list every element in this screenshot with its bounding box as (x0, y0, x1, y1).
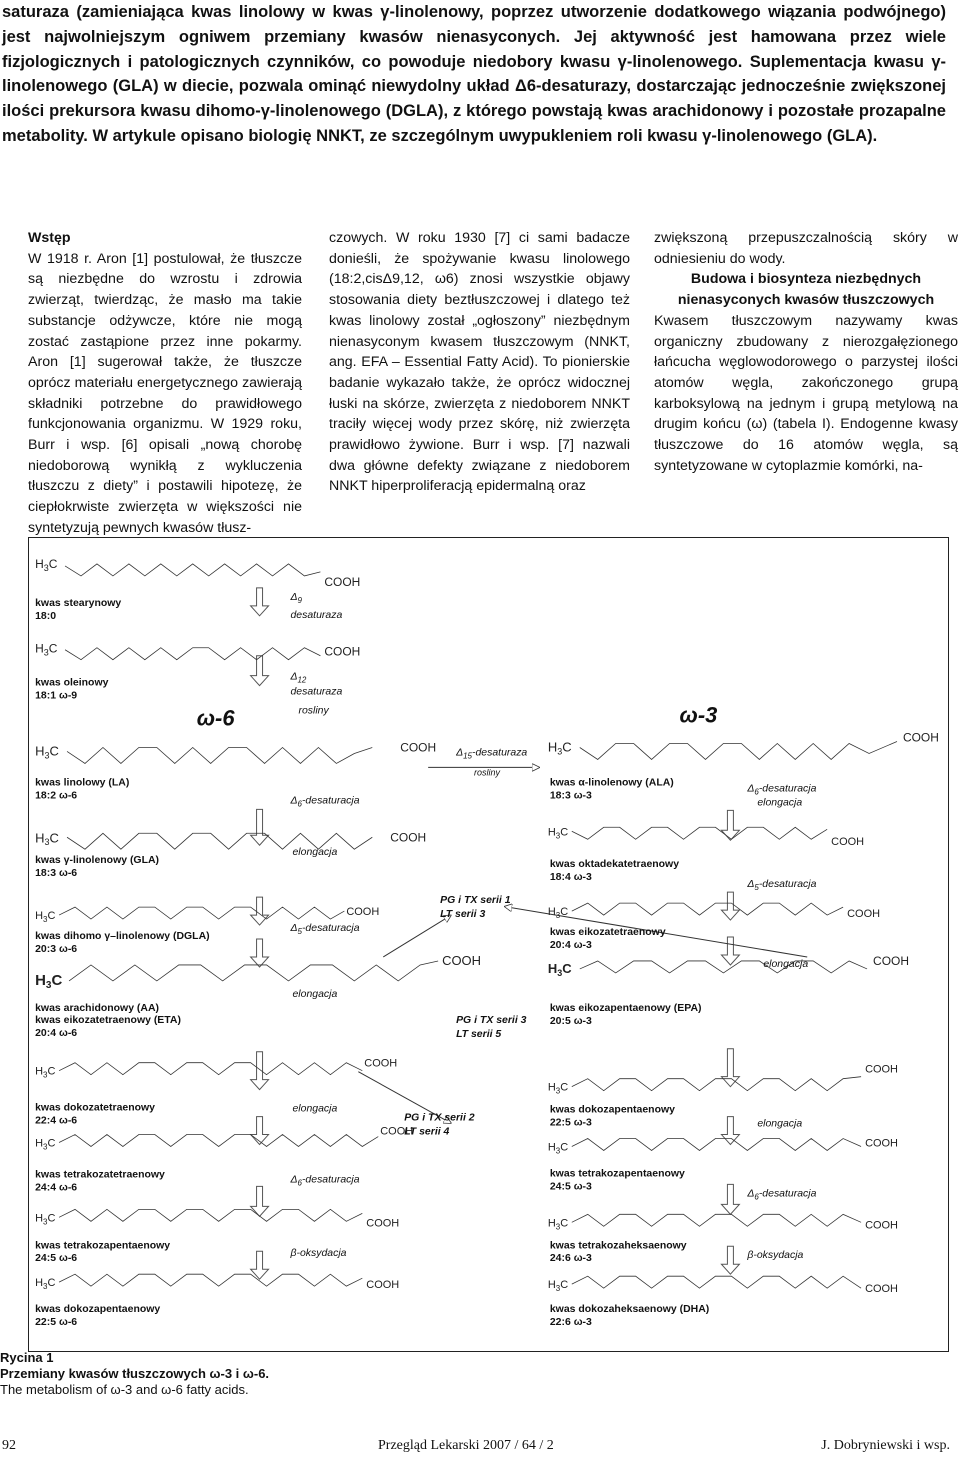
pg-labels (404, 895, 526, 1137)
svg-text:20:4 ω-3: 20:4 ω-3 (549, 939, 592, 951)
svg-text:elongacja: elongacja (292, 988, 338, 1000)
svg-text:H3C: $H_3C$ (547, 739, 572, 757)
svg-text:20:4 ω-6: 20:4 ω-6 (35, 1027, 78, 1039)
svg-text:H3C: $H_3C$ (547, 1217, 569, 1232)
svg-text:COOH: COOH (865, 1137, 898, 1150)
caption-label: Rycina 1 (0, 1350, 54, 1365)
svg-text:18:0: 18:0 (35, 610, 57, 622)
column-2-text: czowych. W roku 1930 [7] ci sami badacze donieśli, że spożywanie kwasu linolowego (18:2,cisΔ9,12, ω6) znosi wszystkie objawy stosowania diety beztłuszczowej i dlatego też kwas linolowy został „ogłoszony” niezbędnym nienasyconym kwasem tłuszczowym (NNKT, ang. EFA – Essential Fatty Acid). To pionierskie badanie wykazało także, że oprócz widocznej łuski na skórze, zwierzęta z niedoborem NNKT traciły więcej wody przez skórę, niż zwierzęta prawidłowo żywione. Burr i wsp. [7] nazwali dwa główne defekty związane z niedoborem NNKT hiperproliferacją epidermalną oraz (329, 230, 630, 495)
svg-text:rosliny: rosliny (474, 767, 500, 778)
svg-text:24:5 ω-3: 24:5 ω-3 (549, 1181, 592, 1193)
svg-text:22:4 ω-6: 22:4 ω-6 (35, 1115, 78, 1127)
svg-text:Δ6-desaturacja: $\Delta_6$-desaturacja (747, 1188, 817, 1202)
column-2 (329, 228, 630, 497)
svg-text:18:1 ω-9: 18:1 ω-9 (35, 690, 78, 702)
svg-text:22:5 ω-6: 22:5 ω-6 (35, 1317, 78, 1329)
column-1 (28, 228, 302, 539)
svg-text:COOH: COOH (902, 730, 939, 745)
svg-text:H3C: $H_3C$ (547, 1141, 569, 1156)
figure-caption (0, 1350, 269, 1398)
svg-text:24:6 ω-3: 24:6 ω-3 (549, 1253, 592, 1265)
column-1-text: W 1918 r. Aron [1] postulował, że tłuszcze są niezbędne do wzrostu i zdrowia zwierząt, twierdząc, że masło ma takie substancje odżywcze, które nie mogą zostać zastąpione przez inne pokarmy. Aron [1] sugerował także, że tłuszcze oprócz materiału energetycznego zawierają składniki potrzebne do prawidłowego funkcjonowania organizmu. W 1929 roku, Burr i wsp. [6] opisali „nową chorobę niedoborową wynikłą z wykluczenia tłuszczu z diety” i postawili hipotezę, że ciepłokrwiste zwierzęta w większości nie syntetyzują pewnych kwasów tłusz- (28, 250, 302, 536)
svg-text:24:4 ω-6: 24:4 ω-6 (35, 1182, 78, 1194)
svg-text:22:5 ω-3: 22:5 ω-3 (549, 1117, 592, 1129)
svg-text:18:3 ω-3: 18:3 ω-3 (549, 790, 592, 802)
svg-text:H3C: $H_3C$ (35, 1277, 56, 1292)
svg-text:kwas dokozapentaenowy: kwas dokozapentaenowy (35, 1304, 161, 1316)
svg-text:kwas stearynowy: kwas stearynowy (35, 597, 122, 609)
svg-text:PG i TX serii 2: PG i TX serii 2 (404, 1112, 475, 1124)
svg-text:COOH: COOH (873, 953, 909, 968)
svg-text:PG i TX serii 1: PG i TX serii 1 (440, 895, 511, 907)
svg-text:H3C: $H_3C$ (547, 1081, 569, 1096)
pg-arrow-1 (383, 917, 448, 957)
svg-text:COOH: COOH (847, 908, 881, 921)
svg-text:COOH: COOH (390, 830, 427, 845)
svg-text:elongacja: elongacja (757, 1118, 803, 1130)
svg-text:kwas oktadekatetraenowy: kwas oktadekatetraenowy (549, 859, 680, 871)
column-3-text: Kwasem tłuszczowym nazywamy kwas organiczny zbudowany z nierozgałęzionego łańcucha węglowodorowego o parzystej ilości atomów węgla, zakończonego grupą karboksylową na jednym i grupą metylową na drugim końcu (ω) (tabela I). Endogenne kwasy tłuszczowe do 16 atomów węgla, są syntetyzowane w cytoplazmie komórki, na- (654, 312, 958, 474)
svg-text:H3C: $H_3C$ (35, 910, 56, 925)
svg-text:Δ12: $\Delta_{12}$ (290, 671, 307, 685)
left-labels (35, 598, 210, 1328)
svg-text:kwas tetrakozatetraenowy: kwas tetrakozatetraenowy (35, 1169, 165, 1181)
svg-text:COOH: COOH (366, 1279, 400, 1292)
svg-text:kwas eikozatetraenowy: kwas eikozatetraenowy (549, 927, 666, 939)
svg-text:COOH: COOH (346, 906, 380, 919)
svg-text:18:3 ω-6: 18:3 ω-6 (35, 868, 78, 880)
svg-text:COOH: COOH (324, 574, 361, 589)
svg-text:COOH: COOH (364, 1057, 398, 1070)
svg-text:kwas tetrakozapentaenowy: kwas tetrakozapentaenowy (35, 1240, 171, 1252)
abstract-text: saturaza (zamieniająca kwas linolowy w kwas γ-linolenowy, poprzez utworzenie dodatkowego wiązania podwójnego) jest najwolniejszym ogniwem przemiany kwasów nienasyconych. Jej aktywność jest hamowana przez wiele fizjologicznych i patologicznych czynników, co powoduje niedobory kwasu γ-linolenowego. Suplementacja kwasu γ-linolenowego (GLA) w diecie, pozwala ominąć niewydolny układ Δ6-desaturazy, dostarczając jednocześnie zwiększonej ilości prekursora kwasu dihomo-γ-linolenowego (DGLA), z którego powstają kwas arachidonowy i pozostałe prozapalne metabolity. W artykule opisano biologię NNKT, ze szczególnym uwypukleniem roli kwasu γ-linolenowego (GLA). (2, 3, 946, 145)
svg-text:COOH: COOH (831, 836, 865, 849)
section-heading-intro: Wstęp (28, 230, 71, 246)
column-3 (654, 228, 958, 476)
svg-text:kwas tetrakozapentaenowy: kwas tetrakozapentaenowy (549, 1168, 685, 1180)
svg-text:COOH: COOH (366, 1217, 400, 1230)
svg-text:LT serii 5: LT serii 5 (456, 1028, 502, 1040)
svg-text:elongacja: elongacja (757, 797, 803, 809)
omega6-label: ω-6 (196, 705, 235, 731)
svg-text:COOH: COOH (400, 740, 437, 755)
svg-text:Δ5-desaturacja: $\Delta_5$-desaturacja (290, 923, 360, 937)
svg-text:Δ5-desaturacja: $\Delta_5$-desaturacja (747, 879, 817, 893)
svg-text:COOH: COOH (324, 644, 361, 659)
svg-text:H3C: $H_3C$ (547, 906, 569, 921)
svg-text:COOH: COOH (865, 1219, 898, 1232)
svg-text:20:5 ω-3: 20:5 ω-3 (549, 1015, 592, 1027)
svg-text:kwas α-linolenowy (ALA): kwas α-linolenowy (ALA) (549, 777, 674, 789)
svg-text:elongacja: elongacja (292, 1103, 338, 1115)
svg-text:kwas eikozatetraenowy (ETA): kwas eikozatetraenowy (ETA) (35, 1014, 181, 1026)
caption-title: Przemiany kwasów tłuszczowych ω-3 i ω-6. (0, 1366, 270, 1381)
svg-text:H3C: $H_3C$ (35, 1212, 56, 1227)
svg-text:18:2 ω-6: 18:2 ω-6 (35, 790, 78, 802)
svg-text:kwas arachidonowy (AA): kwas arachidonowy (AA) (35, 1002, 160, 1014)
svg-text:H3C: $H_3C$ (35, 556, 58, 573)
omega3-label: ω-3 (679, 702, 718, 728)
svg-text:LT serii 4: LT serii 4 (404, 1126, 450, 1138)
svg-text:kwas dokozapentaenowy: kwas dokozapentaenowy (549, 1104, 675, 1116)
svg-text:24:5 ω-6: 24:5 ω-6 (35, 1253, 78, 1265)
svg-text:kwas dokozaheksaenowy (DHA): kwas dokozaheksaenowy (DHA) (549, 1304, 710, 1316)
svg-text:H3C: $H_3C$ (35, 1065, 56, 1080)
svg-text:Δ6-desaturacja: $\Delta_6$-desaturacja (290, 795, 360, 809)
svg-text:LT serii 3: LT serii 3 (440, 909, 486, 921)
svg-text:elongacja: elongacja (292, 847, 338, 859)
svg-text:kwas linolowy (LA): kwas linolowy (LA) (35, 777, 130, 789)
svg-text:kwas dihomo γ–linolenowy (DGLA: kwas dihomo γ–linolenowy (DGLA) (35, 931, 210, 943)
page-number: 92 (2, 1438, 16, 1453)
svg-text:COOH: COOH (865, 1063, 898, 1076)
author-name: J. Dobryniewski i wsp. (821, 1438, 950, 1453)
svg-text:kwas oleinowy: kwas oleinowy (35, 677, 109, 689)
svg-text:β-oksydacja: β-oksydacja (290, 1248, 347, 1260)
left-enzymes (289, 592, 527, 1259)
svg-text:H3C: $H_3C$ (35, 830, 59, 848)
svg-text:H3C: $H_3C$ (547, 1279, 569, 1294)
svg-text:Δ6-desaturacja: $\Delta_6$-desaturacja (290, 1174, 360, 1188)
svg-text:H3C: $H_3C$ (35, 1137, 56, 1152)
column-3-text-top: zwiększoną przepuszczalnością skóry w odniesieniu do wody. (654, 230, 958, 267)
svg-text:18:4 ω-3: 18:4 ω-3 (549, 872, 592, 884)
journal-name: Przegląd Lekarski 2007 / 64 / 2 (378, 1438, 554, 1453)
section-heading-budowa: Budowa i biosynteza niezbędnych nienasyconych kwasów tłuszczowych (677, 271, 935, 309)
svg-text:COOH: COOH (380, 1125, 414, 1138)
svg-text:rosliny: rosliny (298, 705, 329, 717)
fatty-acid-pathway-diagram (29, 538, 948, 1351)
svg-text:Δ9: $\Delta_9$ (290, 591, 302, 605)
svg-text:kwas tetrakozaheksaenowy: kwas tetrakozaheksaenowy (549, 1240, 687, 1252)
svg-text:kwas γ-linolenowy (GLA): kwas γ-linolenowy (GLA) (35, 855, 160, 867)
caption-english: The metabolism of ω-3 and ω-6 fatty acids. (0, 1382, 249, 1397)
svg-text:H3C: $H_3C$ (35, 743, 59, 761)
svg-text:desaturaza: desaturaza (290, 609, 343, 621)
right-labels (547, 777, 710, 1329)
abstract (2, 0, 946, 149)
svg-text:COOH: COOH (442, 952, 481, 968)
svg-text:elongacja: elongacja (763, 958, 809, 970)
svg-text:H3C: $H_3C$ (35, 971, 63, 991)
svg-text:H3C: $H_3C$ (35, 641, 58, 658)
svg-text:COOH: COOH (865, 1283, 898, 1296)
svg-text:Δ15-desaturaza: $\Delta_{15}$-desaturaza (456, 747, 528, 761)
svg-text:kwas dokozatetraenowy: kwas dokozatetraenowy (35, 1102, 155, 1114)
svg-text:β-oksydacja: β-oksydacja (747, 1250, 804, 1262)
svg-text:H3C: $H_3C$ (547, 826, 569, 841)
right-enzymes (746, 783, 816, 1261)
svg-text:Δ6-desaturacja: $\Delta_6$-desaturacja (747, 783, 817, 797)
svg-text:PG i TX serii 3: PG i TX serii 3 (456, 1014, 527, 1026)
svg-text:20:3 ω-6: 20:3 ω-6 (35, 943, 78, 955)
svg-text:22:6 ω-3: 22:6 ω-3 (549, 1317, 592, 1329)
figure-1 (28, 537, 949, 1352)
svg-text:H3C: $H_3C$ (547, 960, 572, 978)
svg-text:kwas eikozapentaenowy (EPA): kwas eikozapentaenowy (EPA) (549, 1002, 702, 1014)
svg-text:desaturaza: desaturaza (290, 686, 343, 698)
